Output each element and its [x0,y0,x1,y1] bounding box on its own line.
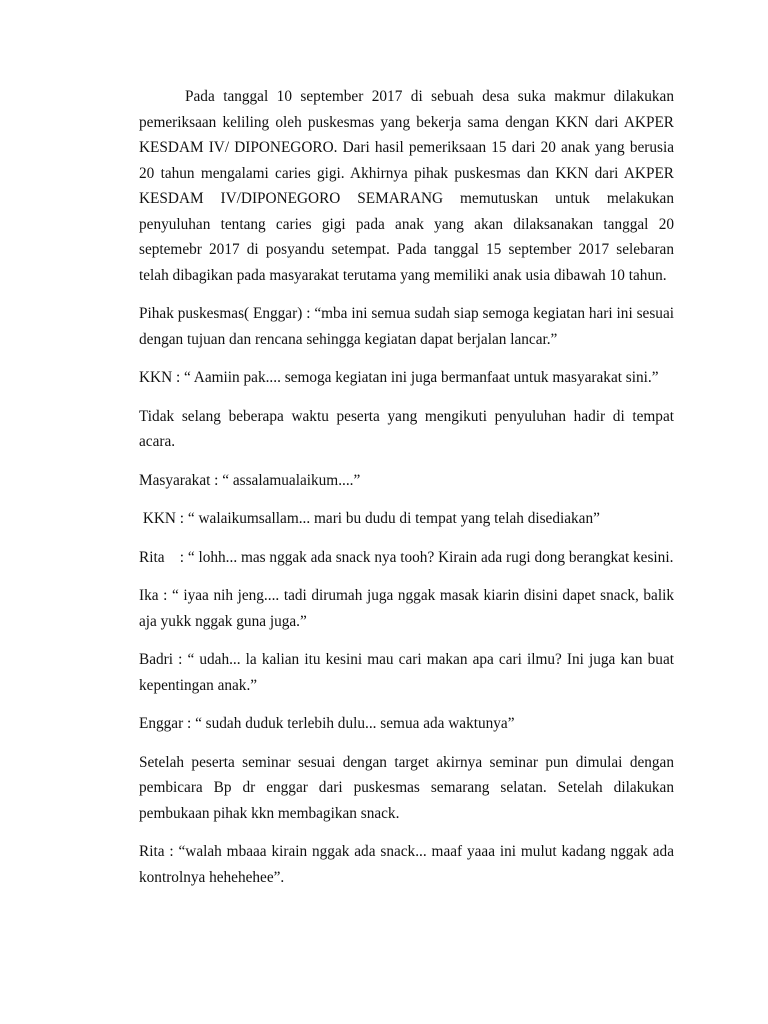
narration-seminar-start: Setelah peserta seminar sesuai dengan target akirnya seminar pun dimulai dengan pembicara Bp dr enggar dari puskesmas semarang selatan. Setelah dilakukan pembukaan pihak kkn membagikan snack. [139,753,674,822]
intro-paragraph: Pada tanggal 10 september 2017 di sebuah desa suka makmur dilakukan pemeriksaan keliling oleh puskesmas yang bekerja sama dengan KKN dari AKPER KESDAM IV/ DIPONEGORO. Dari hasil pemeriksaan 15 dari 20 anak yang berusia 20 tahun mengalami caries gigi. Akhirnya pihak puskesmas dan KKN dari AKPER KESDAM IV/DIPONEGORO SEMARANG memutuskan untuk melakukan penyuluhan tentang caries gigi pada anak yang akan dilaksanakan tanggal 20 septemebr 2017 di posyandu setempat. Pada tanggal 15 september 2017 selebaran telah dibagikan pada masyarakat terutama yang memiliki anak usia dibawah 10 tahun. [139,88,674,284]
dialogue-badri: Badri : “ udah... la kalian itu kesini mau cari makan apa cari ilmu? Ini juga kan buat kepentingan anak.” [139,651,674,694]
dialogue-masyarakat: Masyarakat : “ assalamualaikum....” [139,471,361,489]
dialogue-enggar-2: Enggar : “ sudah duduk terlebih dulu... semua ada waktunya” [139,715,515,732]
dialogue-rita-1: Rita : “ lohh... mas nggak ada snack nya tooh? Kirain ada rugi dong berangkat kesini. [139,548,674,566]
dialogue-ika: Ika : “ iyaa nih jeng.... tadi dirumah juga nggak masak kiarin disini dapet snack, balik aja yukk nggak guna juga.” [139,587,674,630]
dialogue-kkn-2: KKN : “ walaikumsallam... mari bu dudu di tempat yang telah disediakan” [139,510,600,527]
dialogue-enggar-1: Pihak puskesmas( Enggar) : “mba ini semua sudah siap semoga kegiatan hari ini sesuai dengan tujuan dan rencana sehingga kegiatan dapat berjalan lancar.” [139,305,674,348]
narration-participants-arrive: Tidak selang beberapa waktu peserta yang mengikuti penyuluhan hadir di tempat acara. [139,407,674,450]
dialogue-rita-2: Rita : “walah mbaaa kirain nggak ada snack... maaf yaaa ini mulut kadang nggak ada kontrolnya hehehehee”. [139,843,674,886]
dialogue-kkn-1: KKN : “ Aamiin pak.... semoga kegiatan ini juga bermanfaat untuk masyarakat sini.” [139,369,659,386]
